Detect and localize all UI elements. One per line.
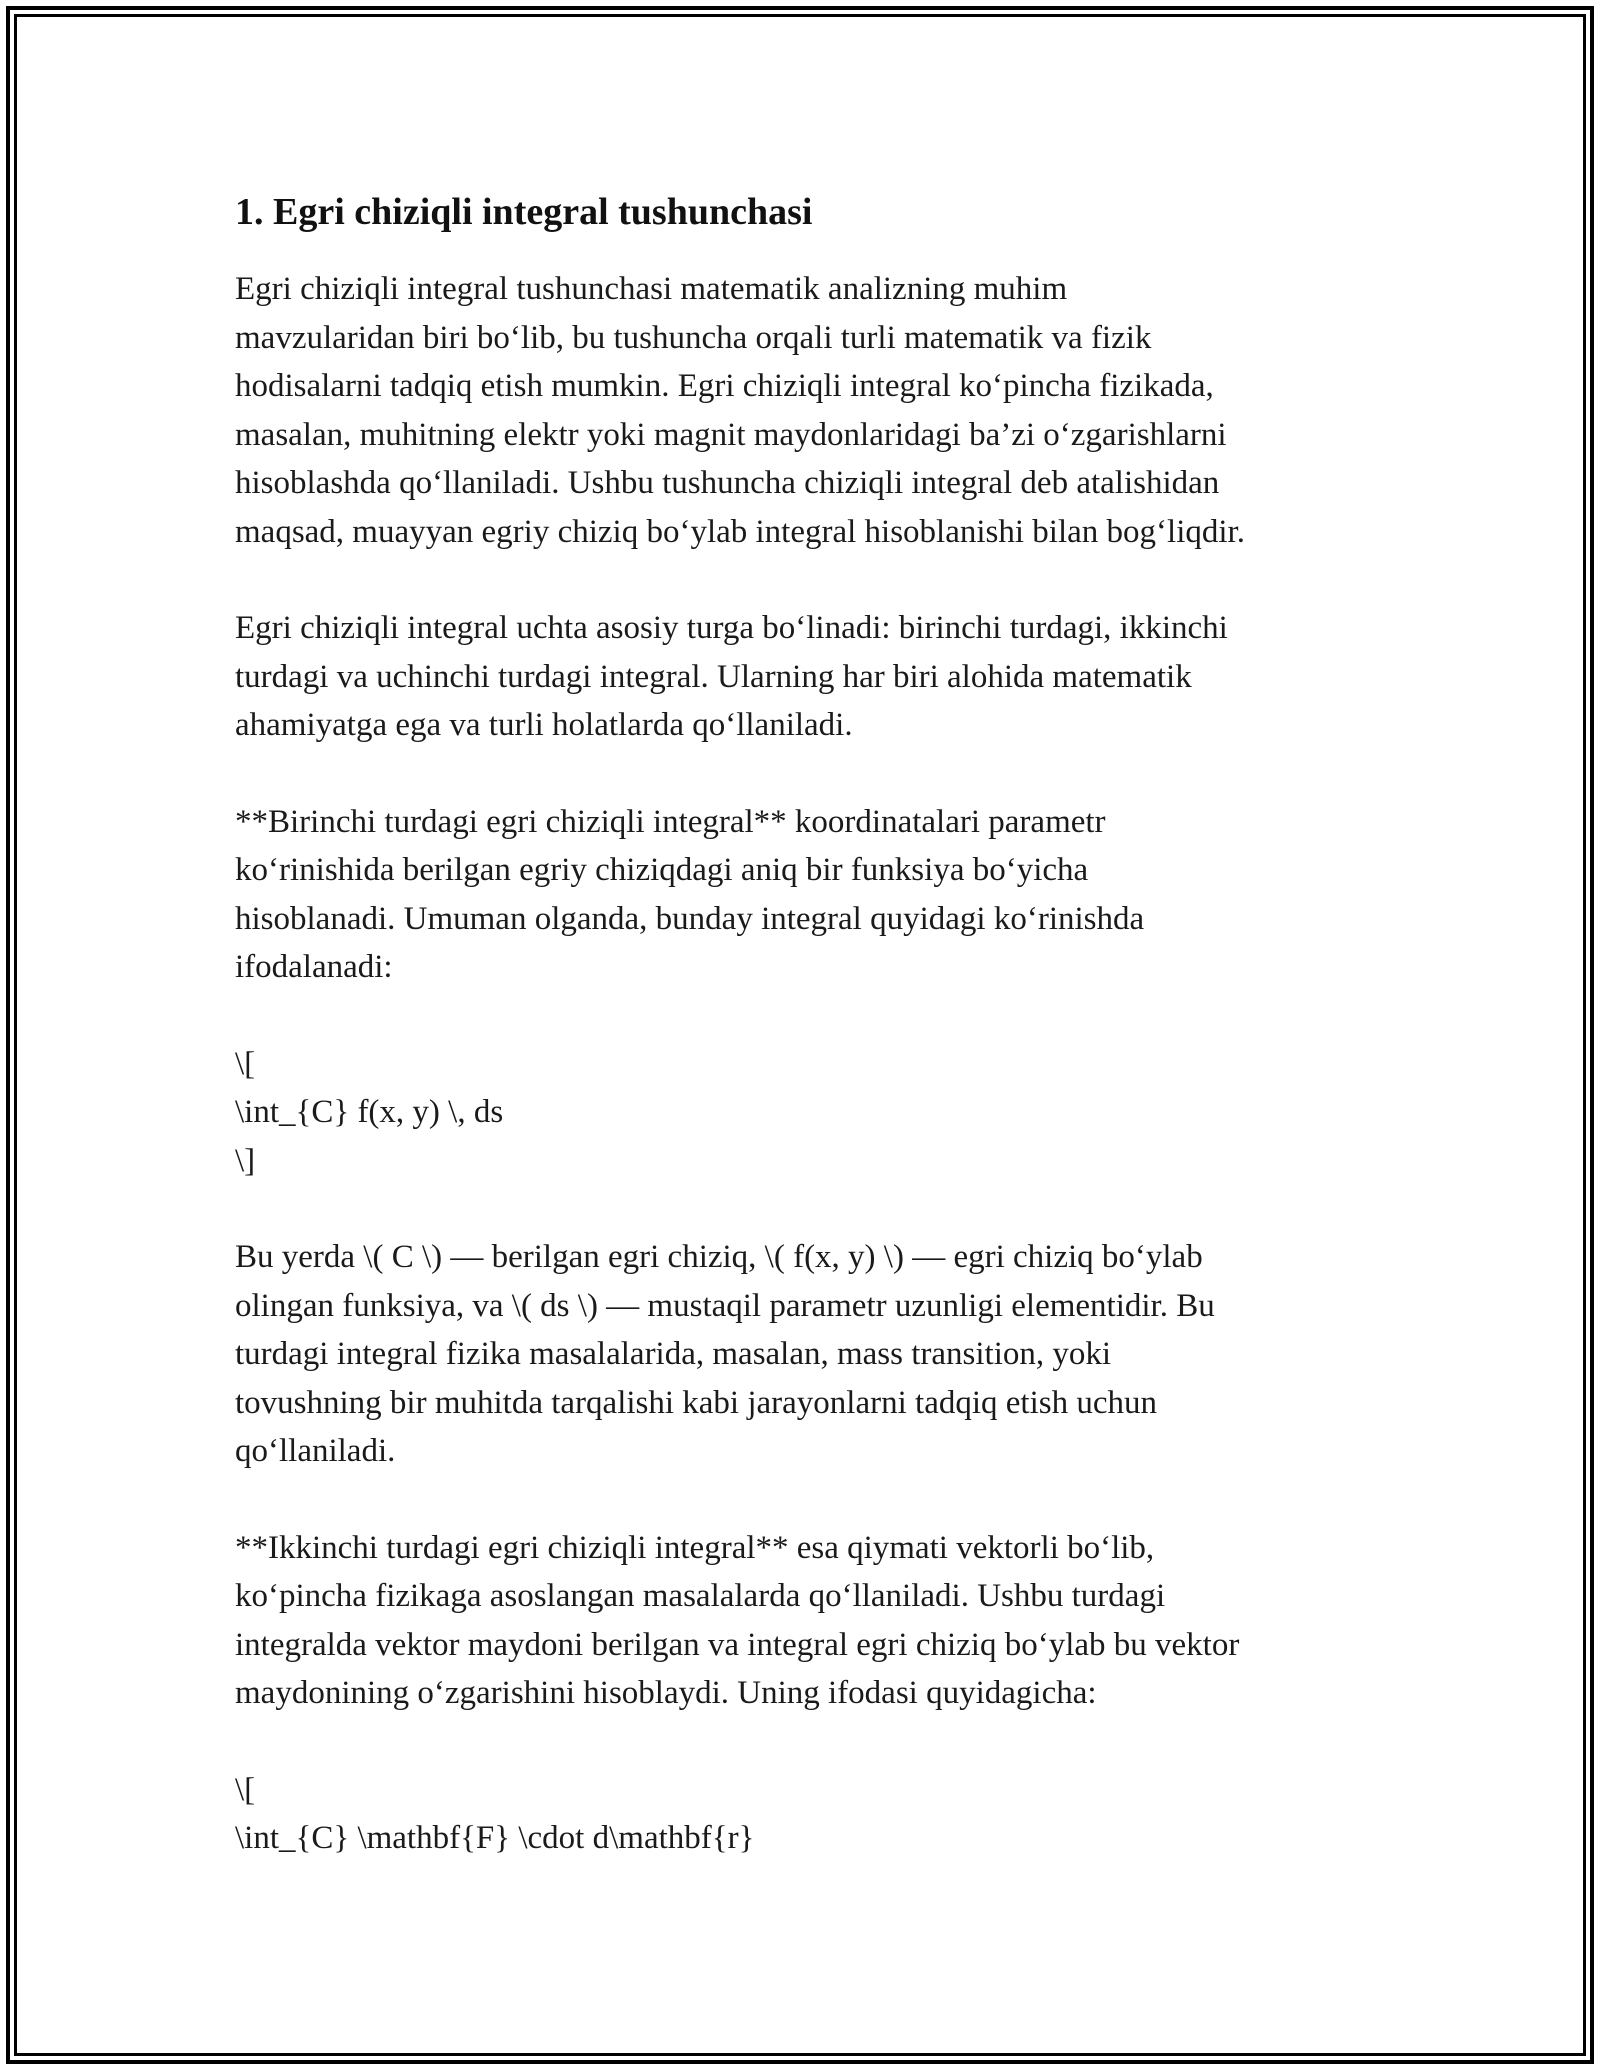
section-heading: 1. Egri chiziqli integral tushunchasi (235, 191, 813, 233)
formula-close-delimiter: \] (235, 1142, 256, 1179)
formula-open-delimiter: \[ (235, 1771, 256, 1808)
formula-first-type (235, 1040, 1375, 1186)
document-body (235, 186, 1375, 1911)
paragraph-types: Egri chiziqli integral uchta asosiy turga bo‘linadi: birinchi turdagi, ikkinchi turdagi va uchinchi turdagi integral. Ularning har biri alohida matematik ahamiyatga ega va turli holatlarda qo‘llaniladi. (235, 610, 1228, 743)
paragraph-intro: Egri chiziqli integral tushunchasi matematik analizning muhim mavzularidan biri bo‘lib, bu tushuncha orqali turli matematik va fizik hodisalarni tadqiq etish mumkin. Egri chiziqli integral ko‘pincha fizikada, masalan, muhitning elektr yoki magnit maydonlaridagi ba’zi o‘zgarishlarni hisoblashda qo‘llaniladi. Ushbu tushuncha chiziqli integral deb atalishidan maqsad, muayyan egriy chiziq bo‘ylab integral hisoblanishi bilan bog‘liqdir. (235, 271, 1245, 550)
paragraph-first-type-explanation: Bu yerda \( C \) — berilgan egri chiziq, \( f(x, y) \) — egri chiziq bo‘ylab olingan funksiya, va \( ds \) — mustaqil parametr uzunligi elementidir. Bu turdagi integral fizika masalalarida, masalan, mass transition, yoki tovushning bir muhitda tarqalishi kabi jarayonlarni tadqiq etish uchun qo‘llaniladi. (235, 1239, 1215, 1469)
formula-expression: \int_{C} \mathbf{F} \cdot d\mathbf{r} (235, 1820, 755, 1856)
paragraph-second-type: **Ikkinchi turdagi egri chiziqli integral** esa qiymati vektorli bo‘lib, ko‘pincha fizikaga asoslangan masalalarda qo‘llaniladi. Ushbu turdagi integralda vektor maydoni berilgan va integral egri chiziq bo‘ylab bu vektor maydonining o‘zgarishini hisoblaydi. Uning ifodasi quyidagicha: (235, 1529, 1240, 1711)
formula-expression: \int_{C} f(x, y) \, ds (235, 1094, 504, 1130)
formula-second-type (235, 1766, 1375, 1863)
formula-open-delimiter: \[ (235, 1045, 256, 1082)
paragraph-first-type: **Birinchi turdagi egri chiziqli integral** koordinatalari parametr ko‘rinishida berilgan egriy chiziqdagi aniq bir funksiya bo‘yicha hisoblanadi. Umuman olganda, bunday integral quyidagi ko‘rinishda ifodalanadi: (235, 803, 1145, 985)
